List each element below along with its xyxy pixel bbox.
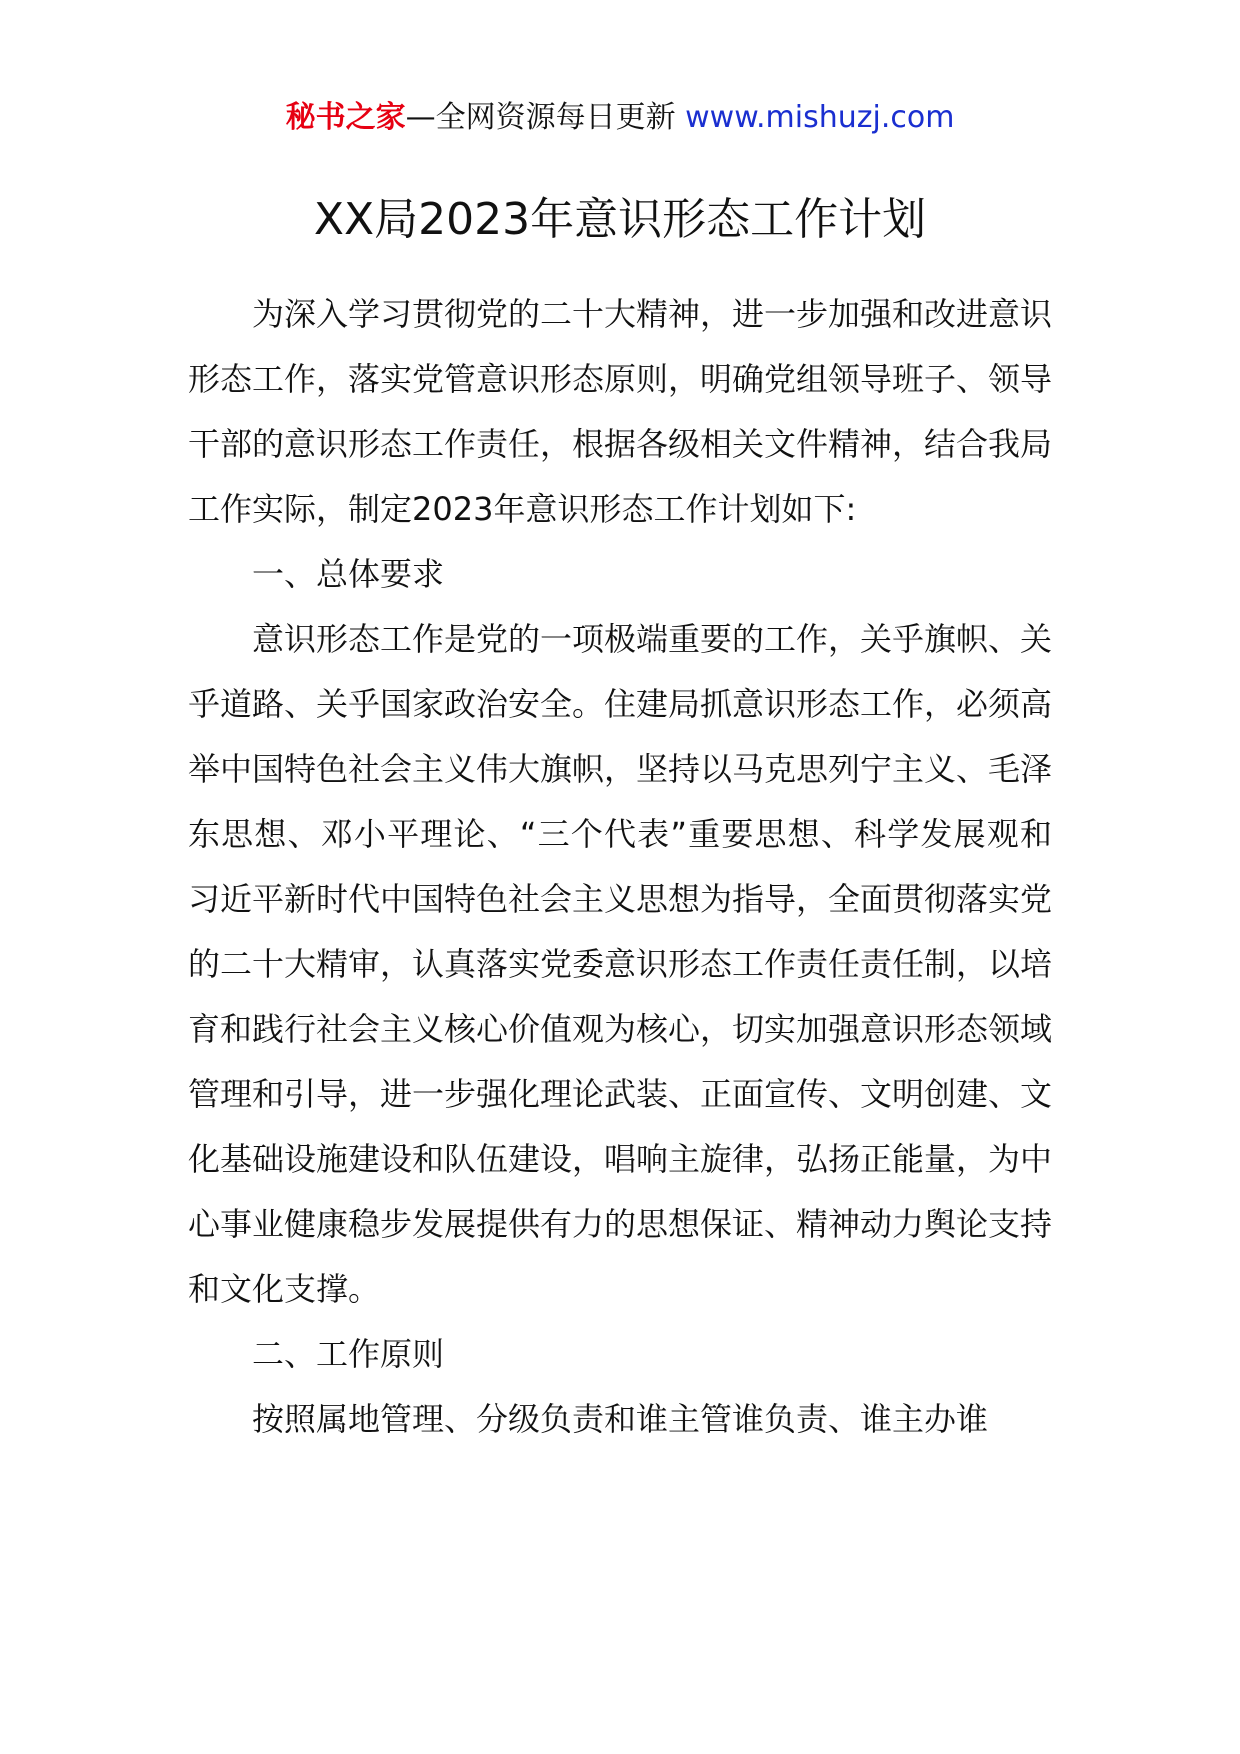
intro-paragraph: 为深入学习贯彻党的二十大精神，进一步加强和改进意识形态工作，落实党管意识形态原则，明确党组领导班子、领导干部的意识形态工作责任，根据各级相关文件精神，结合我局工作实际，制定2023年意识形态工作计划如下: xyxy=(188,295,1053,528)
general-requirements-paragraph: 意识形态工作是党的一项极端重要的工作，关乎旗帜、关乎道路、关乎国家政治安全。住建局抓意识形态工作，必须高举中国特色社会主义伟大旗帜，坚持以马克思列宁主义、毛泽东思想、邓小平理论、“三个代表”重要思想、科学发展观和习近平新时代中国特色社会主义思想为指导，全面贯彻落实党的二十大精审，认真落实党委意识形态工作责任责任制，以培育和践行社会主义核心价值观为核心，切实加强意识形态领域管理和引导，进一步强化理论武装、正面宣传、文明创建、文化基础设施建设和队伍建设，唱响主旋律，弘扬正能量，为中心事业健康稳步发展提供有力的思想保证、精神动力舆论支持和文化支撑。 xyxy=(188,620,1053,1308)
document-body xyxy=(188,282,1052,1452)
site-url[interactable]: www.mishuzj.com xyxy=(685,100,955,135)
site-tagline: —全网资源每日更新 xyxy=(405,100,686,135)
site-header xyxy=(0,98,1240,138)
document-title: XX局2023年意识形态工作计划 xyxy=(313,194,927,245)
section-heading-work-principles: 二、工作原则 xyxy=(252,1335,445,1373)
site-brand: 秘书之家 xyxy=(285,100,406,135)
work-principles-paragraph: 按照属地管理、分级负责和谁主管谁负责、谁主办谁 xyxy=(252,1400,989,1438)
section-heading-general-requirements: 一、总体要求 xyxy=(252,555,445,593)
